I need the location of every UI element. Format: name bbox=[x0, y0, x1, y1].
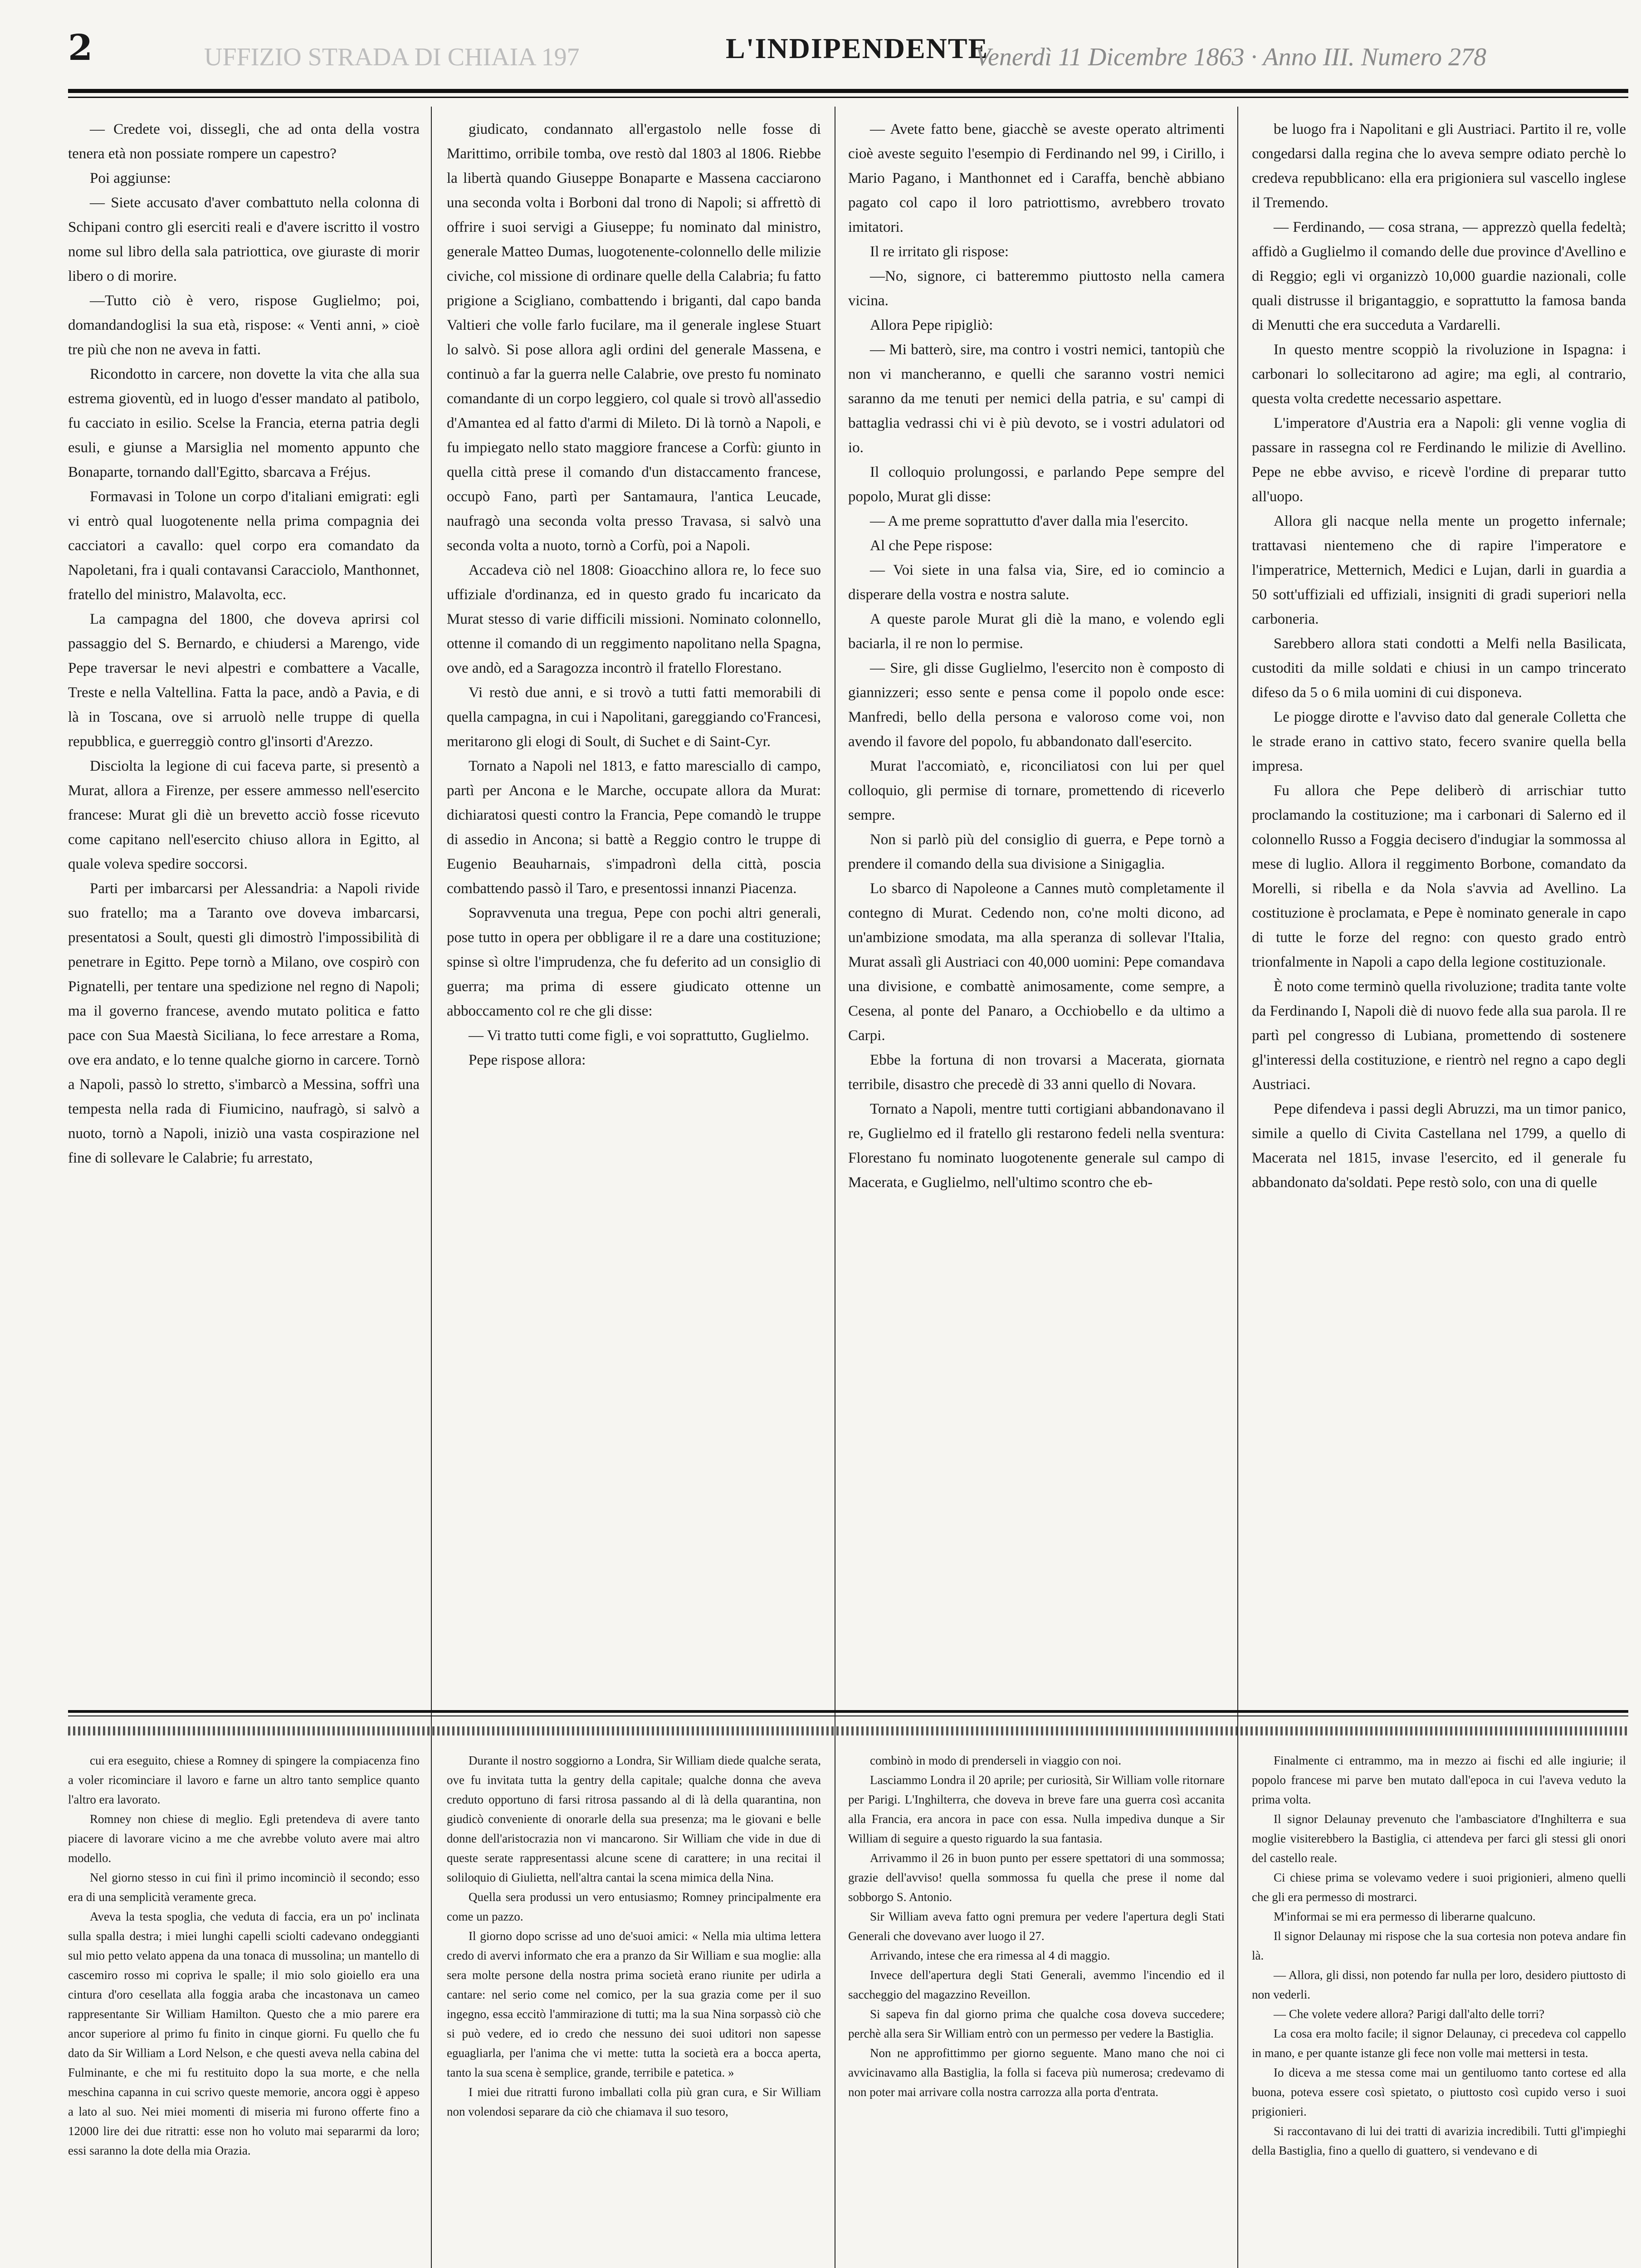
paragraph: Arrivando, intese che era rimessa al 4 di maggio. bbox=[870, 1949, 1110, 1962]
paragraph: È noto come terminò quella rivoluzione; tradita tante volte da Ferdinando I, Napoli diè di nuovo fede alla sua parola. Il re partì pel congresso di Lubiana, promettendo di sostenere gl'interessi della costituzione, e rientrò nel regno a capo degli Austriaci. bbox=[1252, 978, 1626, 1093]
paragraph: La cosa era molto facile; il signor Delaunay, ci precedeva col cappello in mano, e per quante istanze gli fece non volle mai mettersi in testa. bbox=[1252, 2027, 1626, 2060]
paragraph: cui era eseguito, chiese a Romney di spingere la compiacenza fino a voler ricominciare il lavoro e farne un altro tanto semplice quanto l'altro era lavorato. bbox=[68, 1754, 420, 1806]
paragraph: combinò in modo di prenderseli in viaggio con noi. bbox=[870, 1754, 1122, 1767]
paragraph: Lasciammo Londra il 20 aprile; per curiosità, Sir William volle ritornare per Parigi. L'Inghilterra, che doveva in breve fare una guerra così accanita alla Francia, era ancora in pace con essa. Nulla impediva dunque a Sir William di seguire a questo riguardo la sua fantasia. bbox=[848, 1773, 1225, 1845]
column-rule bbox=[1237, 107, 1238, 2268]
paragraph: Le piogge dirotte e l'avviso dato dal generale Colletta che le strade erano in cattivo stato, fecero svanire quella bella impresa. bbox=[1252, 709, 1626, 774]
article-column-1 bbox=[68, 117, 420, 1686]
paragraph: Parti per imbarcarsi per Alessandria: a Napoli rivide suo fratello; ma a Taranto ove doveva imbarcarsi, presentatosi a Soult, questi gli dimostrò l'impossibilità di penetrare in Egitto. Pepe tornò a Milano, ove cospirò con Pignatelli, per tentare una spedizione nel regno di Napoli; ma il governo francese, avendo mutato politica e fatto pace con Sua Maestà Siciliana, lo fece arrestare a Roma, ove era andato, e lo tenne qualche giorno in carcere. Tornò a Napoli, passò lo stretto, s'imbarcò a Messina, soffrì una tempesta nella rada di Fiumicino, naufragò, si salvò a nuoto, tornò a Napoli, iniziò una vasta cospirazione nel fine di sollevare le Calabrie; fu arrestato, bbox=[68, 880, 420, 1166]
paragraph: Invece dell'apertura degli Stati Generali, avemmo l'incendio ed il saccheggio del magazzino Reveillon. bbox=[848, 1968, 1225, 2001]
paragraph: — Ferdinando, — cosa strana, — apprezzò quella fedeltà; affidò a Guglielmo il comando delle due province d'Avellino e di Reggio; egli vi organizzò 10,000 guardie nazionali, colle quali distrusse il brigantaggio, e soprattutto la famosa banda di Menutti che era succeduta a Vardarelli. bbox=[1252, 219, 1626, 333]
masthead-title: L'INDIPENDENTE bbox=[726, 32, 989, 64]
paragraph: —Tutto ciò è vero, rispose Guglielmo; poi, domandandoglisi la sua età, rispose: « Venti anni, » cioè tre più che non ne aveva in fatti. bbox=[68, 293, 420, 358]
article-column-2 bbox=[447, 117, 821, 1686]
paragraph: Tornato a Napoli nel 1813, e fatto maresciallo di campo, partì per Ancona e le Marche, occupate allora da Murat: dichiaratosi questi contro la Francia, Pepe comandò le truppe di assedio in Ancona; si battè a Reggio contro le truppe di Eugenio Beauharnais, s'impadronì della città, poscia combattendo passò il Taro, e presentossi innanzi Piacenza. bbox=[447, 758, 821, 897]
article-column-4 bbox=[1252, 117, 1626, 1686]
paragraph: —No, signore, ci batteremmo piuttosto nella camera vicina. bbox=[848, 268, 1225, 309]
paragraph: Sir William aveva fatto ogni premura per vedere l'apertura degli Stati Generali che dovevano aver luogo il 27. bbox=[848, 1910, 1225, 1943]
paragraph: Io diceva a me stessa come mai un gentiluomo tanto cortese ed alla buona, poteva essere così spietato, o piuttosto così cupido verso i suoi prigionieri. bbox=[1252, 2066, 1626, 2118]
paragraph: Ci chiese prima se volevamo vedere i suoi prigionieri, almeno quelli che gli era permesso di mostrarci. bbox=[1252, 1871, 1626, 1904]
paragraph: Allora Pepe ripigliò: bbox=[870, 317, 993, 333]
paragraph: Sarebbero allora stati condotti a Melfi nella Basilicata, custoditi da mille soldati e chiusi in un campo trincerato difeso da 5 o 6 mila uomini di cui disponeva. bbox=[1252, 635, 1626, 701]
paragraph: giudicato, condannato all'ergastolo nelle fosse di Marittimo, orribile tomba, ove restò dal 1803 al 1806. Riebbe la libertà quando Giuseppe Bonaparte e Massena cacciarono una seconda volta i Borboni dal trono di Napoli; si affrettò di offrire i suoi servigi a Giuseppe; fu nominato dal ministro, generale Matteo Dumas, luogotenente-colonnello delle milizie civiche, col missione di ordinare quelle della Calabria; fu fatto prigione a Scigliano, combattendo i briganti, dal capo banda Valtieri che volle farlo fucilare, ma il generale inglese Stuart lo salvò. Si pose allora agli ordini del generale Massena, e continuò a far la guerra nelle Calabrie, ove presto fu nominato comandante di un corpo leggiero, col quale si trovò all'assedio d'Amantea ed al fatto d'armi di Mileto. Di là tornò a Napoli, e fu impiegato nello stato maggiore francese a Corfù: giunto in quella città prese il comando d'un distaccamento francese, occupò Fano, partì per Santamaura, l'antica Leucade, naufragò una seconda volta presso Travasa, si salvò una seconda volta a nuoto, tornò a Corfù, poi a Napoli. bbox=[447, 121, 821, 554]
paragraph: Murat l'accomiatò, e, riconciliatosi con lui per quel colloquio, gli permise di tornare, promettendo di riceverlo sempre. bbox=[848, 758, 1225, 823]
paragraph: Durante il nostro soggiorno a Londra, Sir William diede qualche serata, ove fu invitata tutta la gentry della capitale; qualche donna che aveva creduto opportuno di farsi ritrosa passando al di là della quarantina, non giudicò conveniente di onorarle della sua presenza; ma le giovani e belle donne dell'aristocrazia non vi mancarono. Sir William che vide in due di queste serate rappresentassi alcune scene di carattere; in una recitai il soliloquio di Giulietta, nell'altra cantai la scena mimica della Nina. bbox=[447, 1754, 821, 1884]
paragraph: — Credete voi, dissegli, che ad onta della vostra tenera età non possiate rompere un capestro? bbox=[68, 121, 420, 162]
paragraph: Il giorno dopo scrisse ad uno de'suoi amici: « Nella mia ultima lettera credo di avervi informato che era a pranzo da Sir William e sua moglie: alla sera molte persone della nostra prima società erano riunite per udirla a cantare: nel serio come nel comico, per la sua grazia come per il suo ingegno, essa eccitò l'ammirazione di tutti; ma la sua Nina sorpassò ciò che si può vedere, ed io credo che nessuno dei suoi uditori non sapesse eguagliarla, per l'anima che vi mette: tutta la società era a bocca aperta, tanto la sua scena è semplice, grande, terribile e patetica. » bbox=[447, 1929, 821, 2079]
paragraph: — Che volete vedere allora? Parigi dall'alto delle torri? bbox=[1274, 2007, 1545, 2021]
paragraph: — Siete accusato d'aver combattuto nella colonna di Schipani contro gli eserciti reali e d'avere iscritto il vostro nome sul libro della sala patriottica, ove giuraste di morir libero o di morire. bbox=[68, 195, 420, 284]
paragraph: A queste parole Murat gli diè la mano, e volendo egli baciarla, il re non lo permise. bbox=[848, 611, 1225, 652]
page-number: 2 bbox=[68, 27, 93, 68]
paragraph: — A me preme soprattutto d'aver dalla mia l'esercito. bbox=[870, 513, 1188, 529]
article-column-3 bbox=[848, 117, 1225, 1686]
paragraph: Il signor Delaunay prevenuto che l'ambasciatore d'Inghilterra e sua moglie visiterebbero la Bastiglia, ci attendeva per farci gli stessi gli onori del castello reale. bbox=[1252, 1812, 1626, 1865]
paragraph: Nel giorno stesso in cui finì il primo incominciò il secondo; esso era di una semplicità veramente greca. bbox=[68, 1871, 420, 1904]
paragraph: Al che Pepe rispose: bbox=[870, 538, 993, 554]
paragraph: — Vi tratto tutti come figli, e voi soprattutto, Guglielmo. bbox=[469, 1027, 809, 1044]
paragraph: Pepe rispose allora: bbox=[469, 1052, 586, 1068]
paragraph: — Mi batterò, sire, ma contro i vostri nemici, tantopiù che non vi mancheranno, e quelli che saranno vostri nemici saranno da me tenuti per nemici della patria, e su' campi di battaglia vedrassi chi vi è più devoto, se i vostri adulatori od io. bbox=[848, 342, 1225, 456]
feuilleton-column-2 bbox=[447, 1751, 821, 2268]
paragraph: Romney non chiese di meglio. Egli pretendeva di avere tanto piacere di lavorare vicino a me che avrebbe voluto avere mai altro modello. bbox=[68, 1812, 420, 1865]
paragraph: Quella sera produssi un vero entusiasmo; Romney principalmente era come un pazzo. bbox=[447, 1890, 821, 1923]
paragraph: M'informai se mi era permesso di liberarne qualcuno. bbox=[1274, 1910, 1536, 1923]
paragraph: L'imperatore d'Austria era a Napoli: gli venne voglia di passare in rassegna col re Ferdinando le milizie di Avellino. Pepe ne ebbe avviso, e ricevè l'ordine di preparar tutto all'uopo. bbox=[1252, 415, 1626, 505]
paragraph: Pepe difendeva i passi degli Abruzzi, ma un timor panico, simile a quello di Civita Castellana nel 1799, a quello di Macerata nel 1815, invase l'esercito, ed il generale fu abbandonato da'soldati. Pepe restò solo, con una di quelle bbox=[1252, 1101, 1626, 1191]
page-header bbox=[68, 27, 1628, 95]
paragraph: — Avete fatto bene, giacchè se aveste operato altrimenti cioè aveste seguito l'esempio di Ferdinando nel 99, i Cirillo, i Mario Pagano, i Manthonnet ed i Caraffa, benchè abbiano pagato col capo il loro patriottismo, avrebbero trovato imitatori. bbox=[848, 121, 1225, 235]
feuilleton-column-1 bbox=[68, 1751, 420, 2268]
bleed-through-text: UFFIZIO STRADA DI CHIAIA 197 bbox=[204, 43, 580, 71]
feuilleton-rule-thick bbox=[68, 1710, 1628, 1713]
paragraph: La campagna del 1800, che doveva aprirsi col passaggio del S. Bernardo, e chiudersi a Marengo, vide Pepe traversar le nevi alpestri e combattere a Vacalle, Treste e nella Valtellina. Fatta la pace, andò a Pavia, e di là in Toscana, ove si arruolò nelle truppe di quella repubblica, e guerreggiò contro gl'insorti d'Arezzo. bbox=[68, 611, 420, 750]
column-rule bbox=[431, 107, 432, 2268]
paragraph: Formavasi in Tolone un corpo d'italiani emigrati: egli vi entrò qual luogotenente nella prima compagnia dei cacciatori a cavallo: quel corpo era comandato da Napoletani, fra i quali contavansi Caracciolo, Manthonnet, fratello del ministro, Malavolta, ecc. bbox=[68, 489, 420, 603]
feuilleton-column-4 bbox=[1252, 1751, 1626, 2268]
paragraph: Il colloquio prolungossi, e parlando Pepe sempre del popolo, Murat gli disse: bbox=[848, 464, 1225, 505]
header-rule-thin bbox=[68, 97, 1628, 98]
paragraph: — Allora, gli dissi, non potendo far nulla per loro, desidero piuttosto di non vederli. bbox=[1252, 1968, 1626, 2001]
paragraph: be luogo fra i Napolitani e gli Austriaci. Partito il re, volle congedarsi dalla regina che lo aveva sempre odiato perchè lo credeva repubblicano: ella era prigioniera sul vascello inglese il Tremendo. bbox=[1252, 121, 1626, 211]
paragraph: Arrivammo il 26 in buon punto per essere spettatori di una sommossa; grazie dell'avviso! quella sommossa fu quella che prese il nome dal sobborgo S. Antonio. bbox=[848, 1851, 1225, 1904]
paragraph: Vi restò due anni, e si trovò a tutti fatti memorabili di quella campagna, in cui i Napolitani, gareggiando co'Francesi, meritarono gli elogi di Soult, di Suchet e di Saint-Cyr. bbox=[447, 684, 821, 750]
paragraph: Ebbe la fortuna di non trovarsi a Macerata, giornata terribile, disastro che precedè di 33 anni quello di Novara. bbox=[848, 1052, 1225, 1093]
paragraph: Lo sbarco di Napoleone a Cannes mutò completamente il contegno di Murat. Cedendo non, co'ne molti dicono, ad un'ambizione smodata, ma alla speranza di sollevar l'Italia, Murat assalì gli Austriaci con 40,000 uomini: Pepe comandava una divisione, e combattè animosamente, come sempre, a Cesena, al ponte del Panaro, a Occhiobello e da ultimo a Carpi. bbox=[848, 880, 1225, 1044]
header-rule-thick bbox=[68, 89, 1628, 93]
paragraph: — Sire, gli disse Guglielmo, l'esercito non è composto di giannizzeri; esso sente e pensa come il popolo onde esce: Manfredi, bello della persona e valoroso come voi, non avendo il favore del popolo, fu abbandonato dall'esercito. bbox=[848, 660, 1225, 750]
paragraph: Accadeva ciò nel 1808: Gioacchino allora re, lo fece suo uffiziale d'ordinanza, ed in questo grado fu incaricato da Murat stesso di varie difficili missioni. Nominato colonnello, ottenne il comando di un reggimento napolitano nella Spagna, ove andò, ed a Saragozza incontrò il fratello Florestano. bbox=[447, 562, 821, 676]
paragraph: Tornato a Napoli, mentre tutti cortigiani abbandonavano il re, Guglielmo ed il fratello gli restarono fedeli nella sventura: Florestano fu nominato luogotenente generale sul campo di Macerata, e Guglielmo, nell'ultimo scontro che eb- bbox=[848, 1101, 1225, 1191]
paragraph: Si sapeva fin dal giorno prima che qualche cosa doveva succedere; perchè alla sera Sir William entrò con un permesso per vedere la Bastiglia. bbox=[848, 2007, 1225, 2040]
paragraph: Finalmente ci entrammo, ma in mezzo ai fischi ed alle ingiurie; il popolo francese mi parve ben mutato dall'epoca in cui l'aveva veduto la prima volta. bbox=[1252, 1754, 1626, 1806]
paragraph: Disciolta la legione di cui faceva parte, si presentò a Murat, allora a Firenze, per essere ammesso nell'esercito francese: Murat gli diè un brevetto acciò fosse ricevuto come capitano nell'esercito chiuso allora in Egitto, al quale voleva spedire soccorsi. bbox=[68, 758, 420, 872]
paragraph: Il signor Delaunay mi rispose che la sua cortesia non poteva andare fin là. bbox=[1252, 1929, 1626, 1962]
issue-line: Venerdì 11 Dicembre 1863 · Anno III. Numero 278 bbox=[975, 43, 1487, 71]
feuilleton-column-3 bbox=[848, 1751, 1225, 2268]
paragraph: Non si parlò più del consiglio di guerra, e Pepe tornò a prendere il comando della sua divisione a Sinigaglia. bbox=[848, 831, 1225, 872]
paragraph: Aveva la testa spoglia, che veduta di faccia, era un po' inclinata sulla spalla destra; i miei lunghi capelli sciolti cadevano ondeggianti sul mio petto velato appena da una tonaca di mussolina; un mantello di cascemiro rosso mi copriva le spalle; il mio solo gioiello era una cintura d'oro cesellata alla foggia araba che incastonava un cameo rappresentante Sir William Hamilton. Questo che a mio parere era ancor superiore al primo fu finito in cinque giorni. Fu quello che fu dato da Sir William a Lord Nelson, e che questi aveva nella cabina del Fulminante, e che mi fu restituito dopo la sua morte, e che nella meschina capanna in cui scrivo queste memorie, ancora oggi è appeso a lato al suo. Nei miei momenti di miseria mi furono offerte fino a 12000 lire dei due ritratti: esse non ho voluto mai separarmi da loro; essi saranno la dote della mia Orazia. bbox=[68, 1910, 420, 2157]
paragraph: Si raccontavano di lui dei tratti di avarizia incredibili. Tutti gl'impieghi della Bastiglia, fino a quello di guattero, si vendevano e di bbox=[1252, 2124, 1626, 2157]
paragraph: In questo mentre scoppiò la rivoluzione in Ispagna: i carbonari lo sollecitarono ad agire; ma egli, al contrario, questa volta credette necessario aspettare. bbox=[1252, 342, 1626, 407]
paragraph: Non ne approfittimmo per giorno seguente. Mano mano che noi ci avvicinavamo alla Bastiglia, la folla si faceva più numerosa; credevamo di non poter mai arrivare colla nostra carrozza alla porta d'entrata. bbox=[848, 2046, 1225, 2099]
paragraph: Ricondotto in carcere, non dovette la vita che alla sua estrema gioventù, ed in luogo d'esser mandato al patibolo, fu cacciato in esilio. Scelse la Francia, eterna patria degli esuli, e giunse a Marsiglia nel momento appunto che Bonaparte, tornando dall'Egitto, sbarcava a Fréjus. bbox=[68, 366, 420, 480]
paragraph: I miei due ritratti furono imballati colla più gran cura, e Sir William non volendosi separare da ciò che chiamava il suo tesoro, bbox=[447, 2085, 821, 2118]
paragraph: Sopravvenuta una tregua, Pepe con pochi altri generali, pose tutto in opera per obbligare il re a dare una costituzione; spinse sì oltre l'imprudenza, che fu deferito ad un consiglio di guerra; ma prima di essere giudicato ottenne un abboccamento col re che gli disse: bbox=[447, 905, 821, 1019]
paragraph: Fu allora che Pepe deliberò di arrischiar tutto proclamando la costituzione; ma i carbonari di Salerno ed il colonnello Russo a Foggia decisero d'indugiar la sommossa al mese di luglio. Allora il reggimento Borbone, comandato da Morelli, si ribella e da Nola s'avvia ad Avellino. La costituzione è proclamata, e Pepe è nominato generale in capo di tutte le forze del regno: con questo grado entrò trionfalmente in Napoli a capo della legione costituzionale. bbox=[1252, 782, 1626, 970]
paragraph: Il re irritato gli rispose: bbox=[870, 244, 1009, 260]
feuilleton-dotted-rule bbox=[68, 1726, 1628, 1735]
paragraph: Allora gli nacque nella mente un progetto infernale; trattavasi nientemeno che di rapire l'imperatore e l'imperatrice, Metternich, Medici e Lujan, darli in guardia a 50 sott'uffiziali ed uffiziali, insigniti di gradi superiori nella carboneria. bbox=[1252, 513, 1626, 627]
paragraph: Poi aggiunse: bbox=[90, 170, 171, 186]
paragraph: — Voi siete in una falsa via, Sire, ed io comincio a disperare della vostra e nostra salute. bbox=[848, 562, 1225, 603]
